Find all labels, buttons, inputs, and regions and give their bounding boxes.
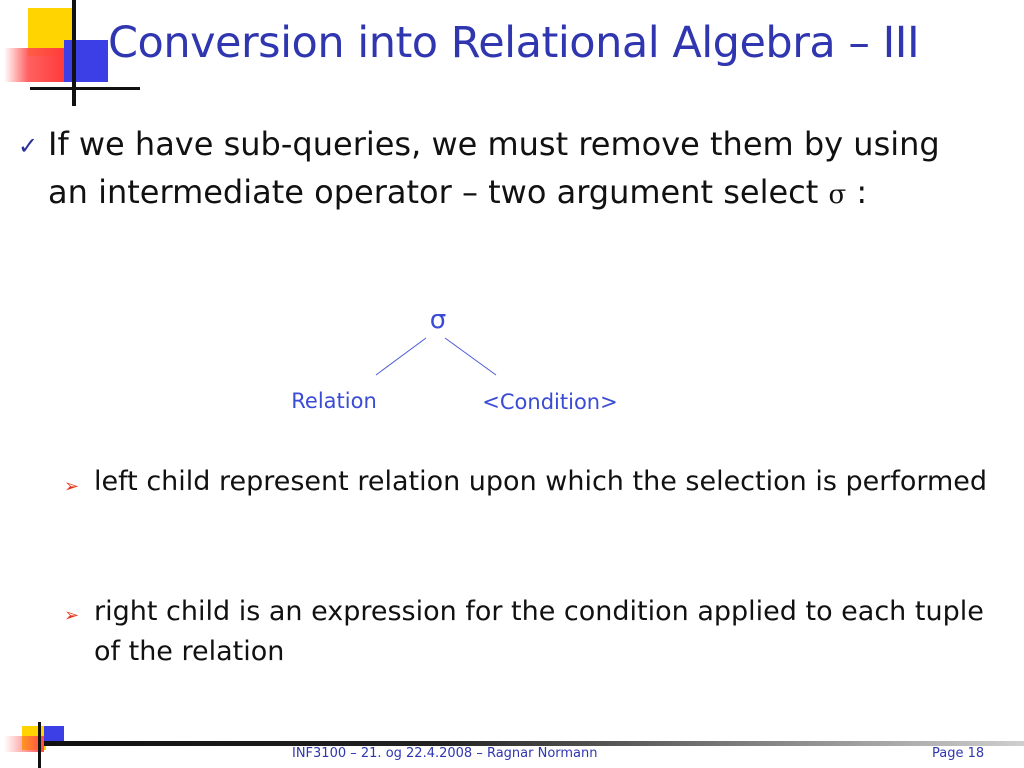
footer-course-info: INF3100 – 21. og 22.4.2008 – Ragnar Normann — [292, 746, 598, 761]
slide-title: Conversion into Relational Algebra – III — [108, 18, 920, 68]
sub-bullet-left-child: left child represent relation upon which the selection is performed — [94, 466, 988, 497]
tree-right-edge — [445, 338, 496, 375]
tree-right-child: <Condition> — [482, 390, 618, 414]
main-bullet-text — [48, 120, 978, 219]
footer-vertical-line — [38, 722, 41, 768]
sigma-symbol-inline: σ — [828, 180, 847, 210]
logo-vertical-line — [72, 0, 76, 106]
tree-left-child: Relation — [291, 389, 377, 413]
main-bullet-body: If we have sub-queries, we must remove them by using an intermediate operator – two argument select — [48, 125, 940, 211]
arrow-bullet-icon: ➢ — [64, 605, 80, 626]
main-bullet-suffix: : — [846, 173, 868, 211]
check-bullet-icon: ✓ — [18, 132, 39, 160]
tree-root-sigma: σ — [429, 305, 447, 335]
sub-bullet-right-child: right child is an expression for the condition applied to each tuple of the relation — [94, 596, 984, 667]
arrow-bullet-icon: ➢ — [64, 476, 80, 497]
tree-left-edge — [376, 338, 426, 375]
logo-red-bar — [4, 48, 64, 82]
logo-blue-square — [64, 40, 108, 82]
footer-page-number: Page 18 — [932, 746, 985, 761]
logo-horizontal-line — [30, 87, 140, 90]
